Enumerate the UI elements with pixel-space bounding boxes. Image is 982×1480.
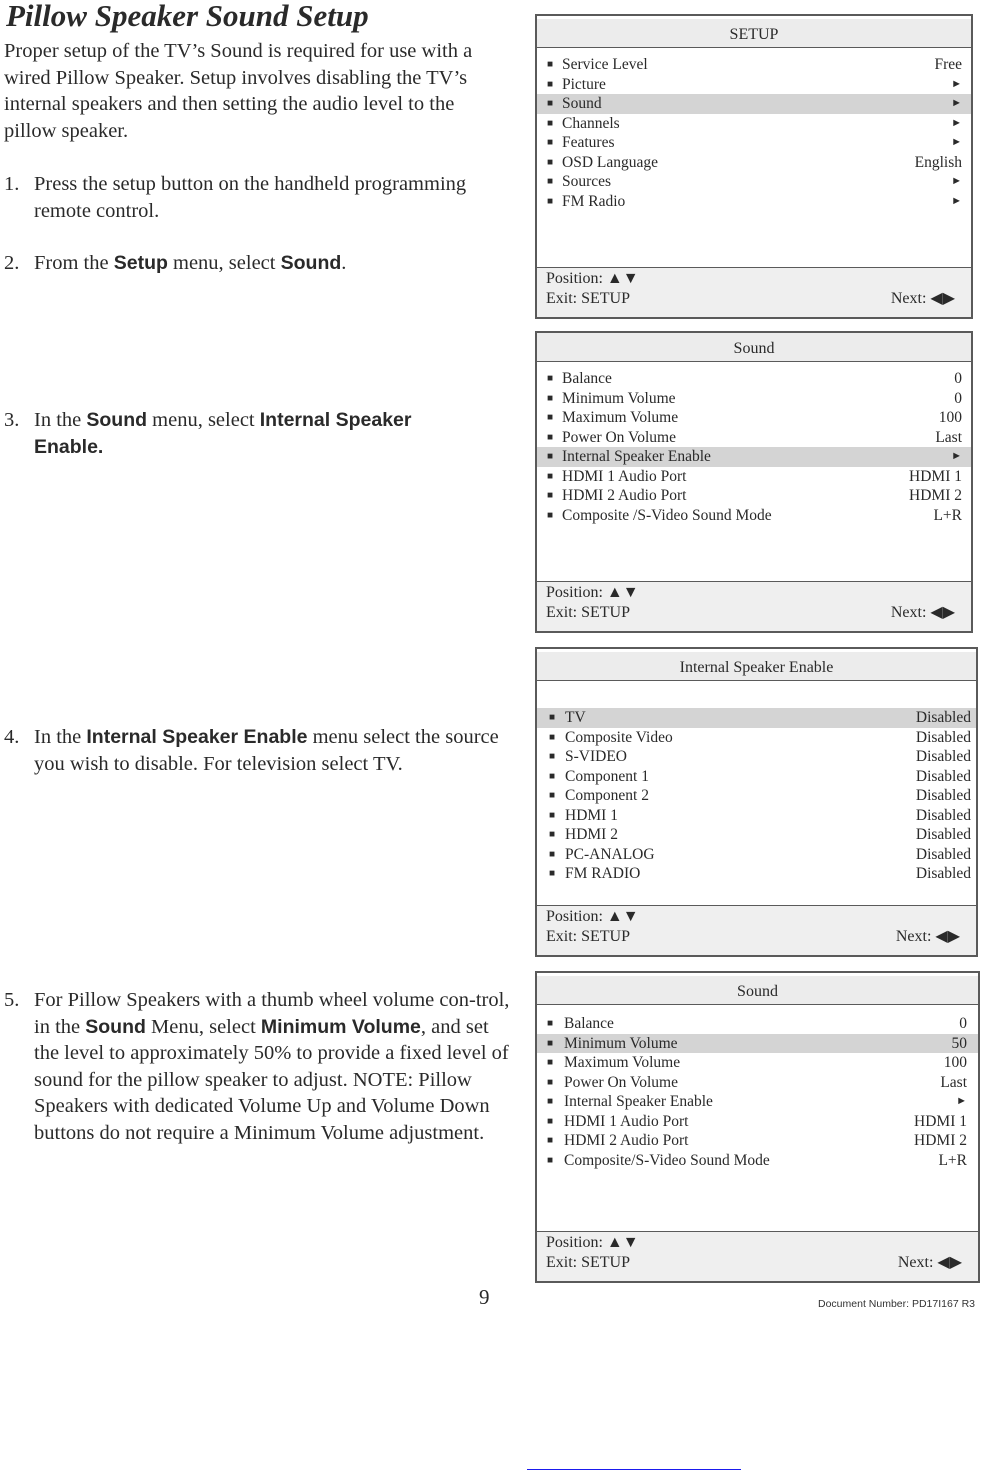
exit-hint: Exit: SETUP: [546, 928, 631, 945]
menu-item-hdmi-1-audio-port[interactable]: [537, 467, 971, 487]
menu-footer: [537, 905, 976, 955]
menu-item-label: Minimum Volume: [564, 1034, 678, 1052]
step-text-run: , and set the level to approximately 50% to provide a fixed level of sound for the pillow speaker to adjust. NOTE: Pillow Speakers with dedicated Volume Up and Volume Down buttons do not require a Minimum Volume adjustment.: [34, 1015, 509, 1144]
document-number: Document Number: PD17I167 R3: [818, 1298, 975, 1310]
menu-item-composite-video[interactable]: [537, 728, 976, 748]
menu-rows: [537, 708, 976, 884]
square-bullet-icon: ■: [547, 176, 554, 187]
menu-item-label: HDMI 1 Audio Port: [562, 467, 687, 485]
internal-speaker-enable-menu: [535, 647, 978, 957]
menu-item-maximum-volume[interactable]: [537, 408, 971, 428]
exit-hint: Exit: SETUP: [546, 290, 631, 307]
menu-keyword: Minimum Volume: [260, 1015, 421, 1038]
step-text: [34, 407, 466, 460]
menu-keyword: Setup: [113, 252, 168, 274]
menu-footer: [537, 267, 971, 317]
menu-item-label: TV: [565, 709, 586, 726]
menu-keyword: Internal Speaker Enable: [86, 726, 308, 748]
square-bullet-icon: ■: [549, 809, 556, 821]
square-bullet-icon: ■: [547, 1135, 554, 1146]
menu-item-maximum-volume[interactable]: [537, 1053, 978, 1073]
menu-item-label: Component 1: [565, 767, 649, 785]
menu-item-s-video[interactable]: [537, 747, 976, 767]
square-bullet-icon: ■: [547, 156, 554, 168]
square-bullet-icon: ■: [547, 117, 554, 129]
menu-item-label: HDMI 2 Audio Port: [562, 487, 687, 504]
square-bullet-icon: ■: [547, 195, 554, 207]
menu-item-value: Disabled: [915, 845, 971, 863]
square-bullet-icon: ■: [549, 770, 556, 782]
menu-item-label: Features: [562, 134, 615, 151]
menu-item-osd-language[interactable]: [537, 153, 971, 173]
menu-keyword: Sound: [280, 252, 342, 274]
menu-item-label: FM RADIO: [565, 865, 641, 882]
step-text: [34, 171, 516, 224]
menu-footer: [537, 1231, 978, 1281]
square-bullet-icon: ■: [547, 1076, 554, 1088]
menu-item-hdmi-2-audio-port[interactable]: [537, 486, 971, 506]
menu-item-value: 0: [954, 389, 962, 407]
menu-rows: [537, 1014, 978, 1170]
step-number: 5.: [4, 989, 20, 1011]
menu-item-label: Balance: [562, 370, 612, 387]
menu-item-label: S-VIDEO: [565, 748, 627, 765]
next-hint: Next: ◀▶: [897, 1254, 962, 1271]
square-bullet-icon: ■: [547, 98, 554, 109]
menu-item-value: 50: [951, 1034, 967, 1052]
menu-item-value: 100: [943, 1054, 967, 1071]
step-text-run: For Pillow Speakers with a thumb wheel volume con-trol, in the: [34, 989, 510, 1038]
square-bullet-icon: ■: [549, 790, 556, 801]
square-bullet-icon: ■: [549, 731, 556, 743]
square-bullet-icon: ■: [547, 470, 554, 482]
menu-item-label: Balance: [564, 1015, 614, 1032]
menu-item-value: Disabled: [915, 806, 971, 824]
square-bullet-icon: ■: [547, 490, 554, 501]
menu-item-service-level[interactable]: [537, 55, 971, 75]
square-bullet-icon: ■: [547, 1037, 554, 1049]
menu-item-label: FM Radio: [562, 192, 626, 210]
next-hint: Next: ◀▶: [895, 928, 960, 945]
menu-item-label: Channels: [562, 114, 620, 132]
menu-item-features[interactable]: [537, 133, 971, 153]
menu-item-hdmi-2-audio-port[interactable]: [537, 1131, 978, 1151]
square-bullet-icon: ■: [547, 431, 554, 443]
menu-item-value: Disabled: [915, 826, 971, 843]
step-text-run: menu select the source you wish to disable. For television select TV.: [34, 726, 499, 775]
menu-item-hdmi-2[interactable]: [537, 825, 976, 845]
menu-item-label: Component 2: [565, 787, 649, 804]
menu-item-label: Composite/S-Video Sound Mode: [564, 1151, 770, 1169]
menu-item-component-1[interactable]: [537, 767, 976, 787]
menu-item-value: HDMI 2: [914, 1132, 967, 1149]
submenu-arrow-icon: ►: [951, 194, 962, 207]
menu-item-value: Disabled: [915, 709, 971, 726]
menu-item-label: Maximum Volume: [564, 1054, 681, 1071]
menu-item-label: Composite Video: [565, 728, 673, 746]
menu-item-label: OSD Language: [562, 153, 658, 171]
menu-item-value: Free: [934, 56, 962, 73]
menu-item-minimum-volume[interactable]: [537, 389, 971, 409]
exit-hint: Exit: SETUP: [546, 1254, 631, 1271]
step-text: [34, 250, 516, 277]
square-bullet-icon: ■: [549, 751, 556, 762]
menu-item-power-on-volume[interactable]: [537, 1073, 978, 1093]
menu-item-hdmi-1[interactable]: [537, 806, 976, 826]
menu-item-composite-s-video-sound-mode[interactable]: [537, 1151, 978, 1171]
step-text: [34, 987, 516, 1146]
menu-item-value: Disabled: [915, 787, 971, 804]
square-bullet-icon: ■: [547, 412, 554, 423]
square-bullet-icon: ■: [547, 1154, 554, 1166]
step-text-run: menu, select: [147, 409, 260, 431]
menu-item-pc-analog[interactable]: [537, 845, 976, 865]
menu-item-composite-s-video-sound-mode[interactable]: [537, 506, 971, 526]
sound-menu-minimum-volume: [535, 971, 980, 1283]
menu-item-label: HDMI 2: [565, 826, 618, 843]
menu-item-label: Internal Speaker Enable: [562, 448, 711, 465]
step-number: 1.: [4, 173, 20, 195]
square-bullet-icon: ■: [547, 373, 554, 384]
menu-item-component-2[interactable]: [537, 786, 976, 806]
square-bullet-icon: ■: [547, 1057, 554, 1068]
menu-item-label: HDMI 1 Audio Port: [564, 1112, 689, 1130]
step-5: [4, 987, 516, 1146]
menu-title: Internal Speaker Enable: [537, 652, 976, 681]
menu-item-label: Maximum Volume: [562, 409, 679, 426]
position-hint: Position: ▲▼: [546, 270, 639, 287]
menu-item-channels[interactable]: [537, 114, 971, 134]
menu-title: SETUP: [537, 19, 971, 48]
page-title: Pillow Speaker Sound Setup: [6, 0, 369, 33]
menu-item-label: Power On Volume: [564, 1073, 678, 1091]
step-text-run: In the: [34, 726, 87, 748]
menu-item-label: HDMI 2 Audio Port: [564, 1132, 689, 1149]
position-hint: Position: ▲▼: [546, 584, 639, 601]
menu-rows: [537, 55, 971, 211]
menu-item-value: 100: [938, 409, 962, 426]
menu-item-power-on-volume[interactable]: [537, 428, 971, 448]
menu-keyword: Sound: [85, 1015, 146, 1038]
menu-keyword: Internal Speaker Enable.: [34, 409, 412, 458]
submenu-arrow-icon: ►: [951, 175, 962, 187]
submenu-arrow-icon: ►: [951, 136, 962, 148]
menu-item-value: HDMI 1: [909, 467, 962, 485]
step-1: [4, 171, 516, 224]
menu-item-sound[interactable]: [537, 94, 971, 114]
square-bullet-icon: ■: [547, 451, 554, 462]
menu-keyword: Sound: [86, 409, 148, 431]
step-text: [34, 724, 516, 777]
menu-item-balance[interactable]: [537, 369, 971, 389]
menu-item-value: Disabled: [915, 728, 971, 746]
menu-item-value: L+R: [933, 506, 962, 524]
step-text-run: From the: [34, 252, 114, 274]
next-hint: Next: ◀▶: [890, 290, 955, 307]
square-bullet-icon: ■: [549, 848, 556, 860]
square-bullet-icon: ■: [547, 137, 554, 148]
bottom-link-line: [527, 1469, 741, 1470]
intro-paragraph: Proper setup of the TV’s Sound is required for use with a wired Pillow Speaker. Setup involves disabling the TV’s internal speakers and then setting the audio level to the pillow speaker.: [4, 40, 473, 142]
step-text-run: In the: [34, 409, 87, 431]
square-bullet-icon: ■: [547, 509, 554, 521]
menu-rows: [537, 369, 971, 525]
menu-item-label: Service Level: [562, 56, 648, 73]
menu-item-label: HDMI 1: [565, 806, 618, 824]
square-bullet-icon: ■: [549, 712, 556, 723]
menu-title: Sound: [537, 976, 978, 1005]
menu-item-label: Picture: [562, 75, 606, 93]
menu-item-picture[interactable]: [537, 75, 971, 95]
menu-item-tv[interactable]: [537, 708, 976, 728]
menu-item-value: Disabled: [915, 767, 971, 785]
submenu-arrow-icon: ►: [951, 77, 962, 90]
square-bullet-icon: ■: [547, 59, 554, 70]
square-bullet-icon: ■: [547, 392, 554, 404]
menu-item-fm-radio[interactable]: [537, 192, 971, 212]
menu-item-label: Sound: [562, 95, 602, 112]
step-number: 2.: [4, 252, 20, 274]
page-number: 9: [479, 1285, 490, 1309]
exit-hint: Exit: SETUP: [546, 604, 631, 621]
step-text-run: Menu, select: [145, 1015, 261, 1038]
menu-item-internal-speaker-enable[interactable]: [537, 447, 971, 467]
menu-item-hdmi-1-audio-port[interactable]: [537, 1112, 978, 1132]
menu-item-value: 0: [954, 370, 962, 387]
submenu-arrow-icon: ►: [951, 97, 962, 109]
menu-title: Sound: [537, 333, 971, 362]
menu-item-value: L+R: [938, 1151, 967, 1169]
menu-item-minimum-volume[interactable]: [537, 1034, 978, 1054]
menu-item-value: Last: [940, 1073, 967, 1091]
square-bullet-icon: ■: [549, 868, 556, 879]
menu-item-value: Disabled: [915, 748, 971, 765]
step-3: [4, 407, 516, 460]
position-hint: Position: ▲▼: [546, 1234, 639, 1251]
step-4: [4, 724, 516, 777]
menu-item-value: Last: [935, 428, 962, 446]
menu-item-label: Minimum Volume: [562, 389, 676, 407]
setup-menu: [535, 14, 973, 319]
square-bullet-icon: ■: [549, 829, 556, 840]
menu-item-value: 0: [959, 1015, 967, 1032]
menu-item-fm-radio[interactable]: [537, 864, 976, 884]
submenu-arrow-icon: ►: [951, 116, 962, 129]
menu-item-value: English: [914, 153, 962, 171]
menu-item-value: HDMI 1: [914, 1112, 967, 1130]
menu-item-label: Composite /S-Video Sound Mode: [562, 506, 772, 524]
step-number: 3.: [4, 409, 20, 431]
step-2: [4, 250, 516, 277]
step-number: 4.: [4, 726, 20, 748]
square-bullet-icon: ■: [547, 1096, 554, 1107]
next-hint: Next: ◀▶: [890, 604, 955, 621]
submenu-arrow-icon: ►: [951, 450, 962, 462]
square-bullet-icon: ■: [547, 78, 554, 90]
menu-footer: [537, 581, 971, 631]
menu-item-label: Power On Volume: [562, 428, 676, 446]
sound-menu: [535, 331, 973, 633]
menu-item-label: Internal Speaker Enable: [564, 1093, 713, 1110]
menu-item-value: Disabled: [915, 865, 971, 882]
menu-item-value: HDMI 2: [909, 487, 962, 504]
step-text-run: Press the setup button on the handheld programming remote control.: [34, 173, 467, 222]
square-bullet-icon: ■: [547, 1115, 554, 1127]
menu-item-internal-speaker-enable[interactable]: [537, 1092, 978, 1112]
step-text-run: menu, select: [167, 252, 281, 274]
submenu-arrow-icon: ►: [956, 1095, 967, 1107]
square-bullet-icon: ■: [547, 1018, 554, 1029]
menu-item-sources[interactable]: [537, 172, 971, 192]
position-hint: Position: ▲▼: [546, 908, 639, 925]
menu-item-label: Sources: [562, 173, 612, 190]
step-text-run: .: [341, 252, 347, 274]
menu-item-label: PC-ANALOG: [565, 845, 655, 863]
menu-item-balance[interactable]: [537, 1014, 978, 1034]
